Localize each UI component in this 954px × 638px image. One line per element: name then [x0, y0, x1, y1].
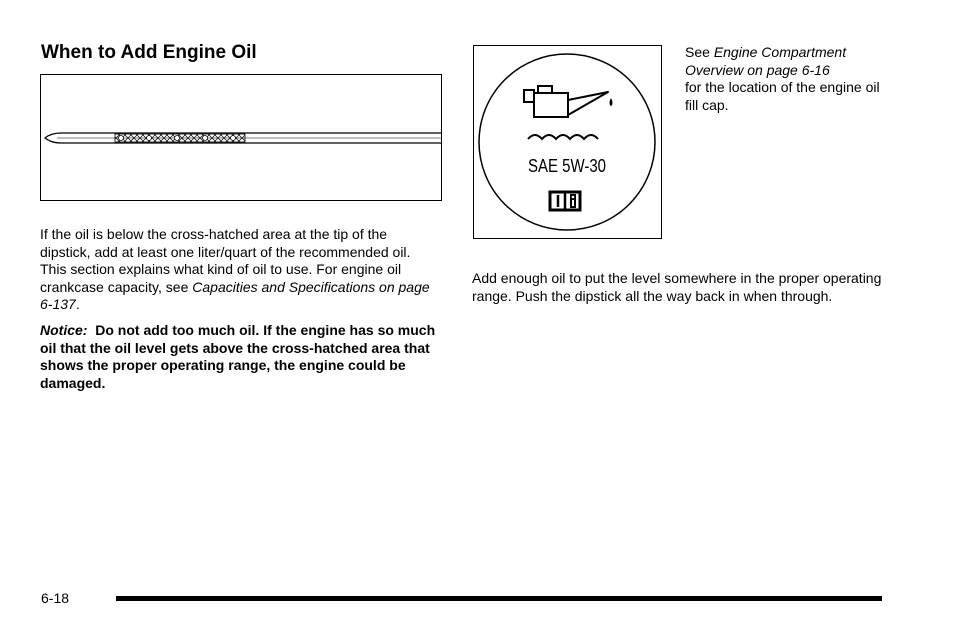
oil-cap-caption: [685, 44, 885, 114]
footer-rule: [116, 596, 882, 601]
caption-prefix: See: [685, 44, 714, 60]
oil-fill-cap-illustration: [473, 45, 662, 239]
notice-paragraph: [40, 322, 450, 392]
notice-label: Notice:: [40, 322, 88, 338]
notice-text: Do not add too much oil. If the engine has so much oil that the oil level gets above the cross-hatched area that shows the proper operating range, the engine could be damaged.: [40, 322, 436, 391]
dipstick-icon: [41, 75, 442, 201]
caption-rest: for the location of the engine oil fill cap.: [685, 79, 880, 113]
para1-end: .: [75, 296, 80, 312]
oil-spec-label: SAE 5W-30: [528, 156, 606, 176]
page-number: 6-18: [41, 590, 70, 606]
section-heading: When to Add Engine Oil: [41, 42, 257, 63]
oil-cap-svg: [474, 46, 663, 240]
dipstick-illustration: [40, 74, 442, 201]
oil-level-paragraph: [40, 226, 440, 314]
owner-manual-icon: [550, 192, 580, 210]
engine-compartment-link[interactable]: Engine Compartment Overview on page 6-16: [685, 44, 847, 78]
capacities-link[interactable]: Capacities and Specifications on page 6-137: [40, 278, 430, 312]
add-oil-paragraph: Add enough oil to put the level somewhere in the proper operating range. Push the dipstick all the way back in when through.: [472, 270, 882, 304]
para1-text: If the oil is below the cross-hatched area at the tip of the dipstick, add at least one liter/quart of the recommended oil. This section explains what kind of oil to use. For engine oil crankcase capacity, see: [40, 226, 411, 295]
